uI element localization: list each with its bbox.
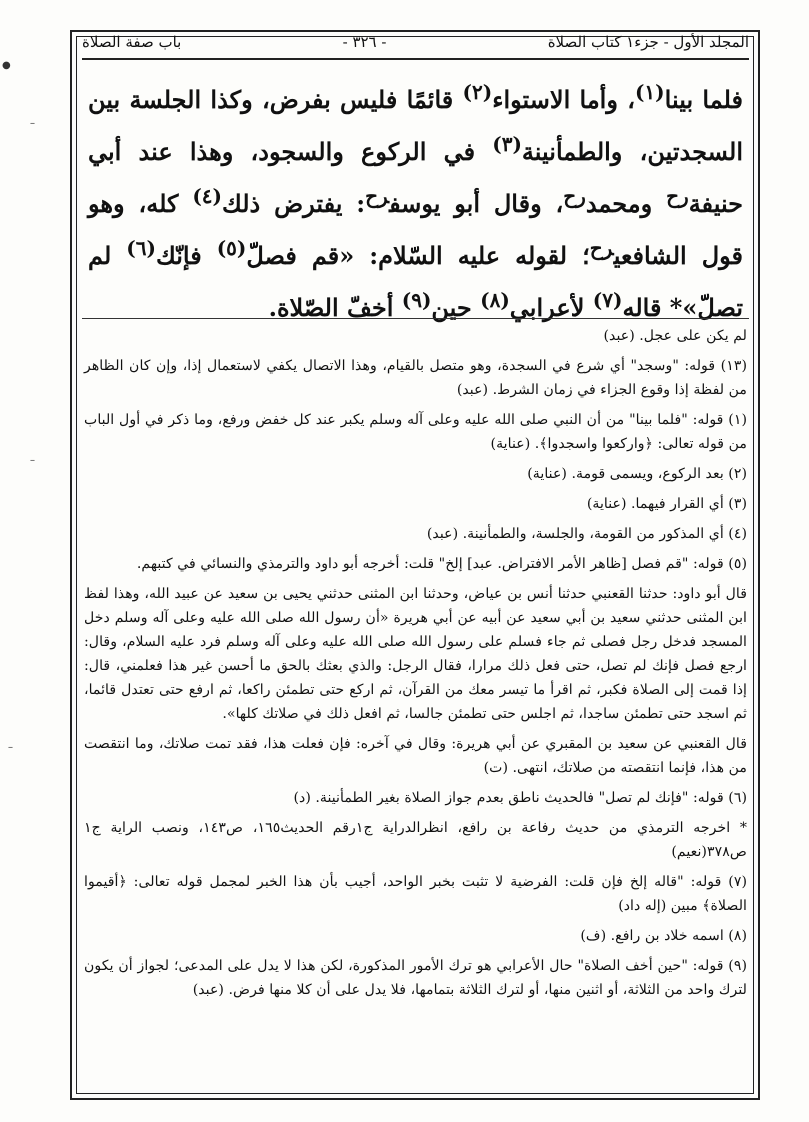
footnote: (٦) قوله: "فإنك لم تصل" فالحديث ناطق بعدم جواز الصلاة بغير الطمأنينة. (د) <box>293 790 747 806</box>
page-number: - ٣٢٦ - <box>342 33 387 51</box>
running-header <box>82 28 749 56</box>
main-text-line: ومحمد$^{رح}$، وقال أبو يوسف$^{رح}$: يفترض ذلك$^{(٤)}$ كله، وهو قول <box>88 184 744 270</box>
footnote: لم يكن على عجل. (عبد) <box>603 328 747 344</box>
footnote: (٤) أي المذكور من القومة، والجلسة، والطمأنينة. (عبد) <box>426 526 747 542</box>
scan-speck: – <box>30 455 35 466</box>
scan-speck: – <box>30 118 35 129</box>
footnote: قال أبو داود: حدثنا القعنبي حدثنا أنس بن عياض، وحدثنا ابن المثنى حدثني يحيى بن سعيد عن عبيد الله، وهذا لفظ ابن المثنى حدثني سعيد بن أبي سعيد عن أبيه عن أبي هريرة «أن رسول الله صلى الله عليه وعلى آله وسلم دخل المسجد فدخل رجل فصلى ثم جاء فسلم على رسول الله صلى الله عليه وعلى آله وسلم فرد عليه السلام، وقال: ارجع فصل فإنك لم تصل، حتى فعل ذلك مرارا، فقال الرجل: والذي بعثك بالحق ما أحسن غير هذا فعلمني، قال: إذا قمت إلى الصلاة فكبر، ثم اقرأ ما تيسر معك من القرآن، ثم اركع حتى تطمئن راكعا، ثم ارفع حتى تعتدل قائما، ثم اسجد حتى تطمئن ساجدا، ثم اجلس حتى تطمئن جالسا، ثم افعل ذلك في صلاتك كلها». <box>84 586 747 722</box>
header-rule <box>82 58 749 60</box>
main-text-line: قاله$^{(٧)}$ لأعرابي$^{(٨)}$ حين$^{(٩)}$ أخفّ الصّلاة. <box>268 288 662 322</box>
main-text-line: فلما بينا$^{(١)}$، وأما الاستواء$^{(٢)}$ قائمًا فليس بفرض، وكذا الجلسة بين <box>88 80 743 114</box>
footnote: قال القعنبي عن سعيد بن المقبري عن أبي هريرة: وقال في آخره: فإن فعلت هذا، فقد تمت صلاتك، وما انتقصت من هذا، فإنما انتقصته من صلاتك، انتهى. (ت) <box>84 736 748 776</box>
footnote: (٥) قوله: "قم فصل [ظاهر الأمر الافتراض. عبد] إلخ" قلت: أخرجه أبو داود والترمذي والنسائي في كتبهم. <box>136 556 747 572</box>
main-text-line: السجدتين، والطمأنينة$^{(٣)}$ في الركوع والسجود، وهذا عند أبي حنيفة$^{رح}$ <box>88 132 744 218</box>
scan-speck: ● <box>2 60 11 71</box>
header-volume: المجلد الأول - جزء١ كتاب الصلاة <box>547 33 749 51</box>
footnotes <box>84 324 747 1008</box>
footnote: (٢) بعد الركوع، ويسمى قومة. (عناية) <box>527 466 747 482</box>
footnote: * اخرجه الترمذي من حديث رفاعة بن رافع، انظرالدراية ج١رقم الحديث١٦٥، ص١٤٣، ونصب الراية ج١ ص٣٧٨(نعيم) <box>84 820 747 860</box>
scan-speck: – <box>8 742 13 753</box>
footnote: (٣) أي القرار فيهما. (عناية) <box>586 496 747 512</box>
footnote: (٩) قوله: "حين أخف الصلاة" حال الأعرابي هو ترك الأمور المذكورة، لكن هذا لا يدل على المدعى؛ لجواز أن يكون لترك واحد من الثلاثة، أو اثنين منها، أو لترك الثلاثة بتمامها، فلا يدل على أن كلا منها فرض. (عبد) <box>84 958 747 998</box>
main-text <box>88 70 743 330</box>
header-chapter: باب صفة الصلاة <box>82 33 182 51</box>
main-text-line: الشافعي$^{رح}$؛ لقوله عليه السّلام: «قم فصلّ$^{(٥)}$ فإنّك$^{(٦)}$ لم تصلّ»* <box>88 236 743 322</box>
footnote: (١٣) قوله: "وسجد" أي شرع في السجدة، وهو متصل بالقيام، وهذا الاتصال يكفي لاستعمال إذا، وإن كان الظاهر من لفظة إذا وقوع الجزاء في زمان الشرط. (عبد) <box>84 358 747 398</box>
footnote: (٧) قوله: "قاله إلخ فإن قلت: الفرضية لا تثبت بخبر الواحد، أجيب بأن هذا الخبر لمجمل قوله تعالى: ﴿أقيموا الصلاة﴾ مبين (إله داد) <box>84 874 747 914</box>
separator-rule <box>82 318 749 319</box>
footnote: (١) قوله: "فلما بينا" من أن النبي صلى الله عليه وعلى آله وسلم يكبر عند كل خفض ورفع، وما ذكر في أول الباب من قوله تعالى: ﴿واركعوا واسجدوا﴾. (عناية) <box>84 412 747 452</box>
footnote: (٨) اسمه خلاد بن رافع. (ف) <box>580 928 747 944</box>
